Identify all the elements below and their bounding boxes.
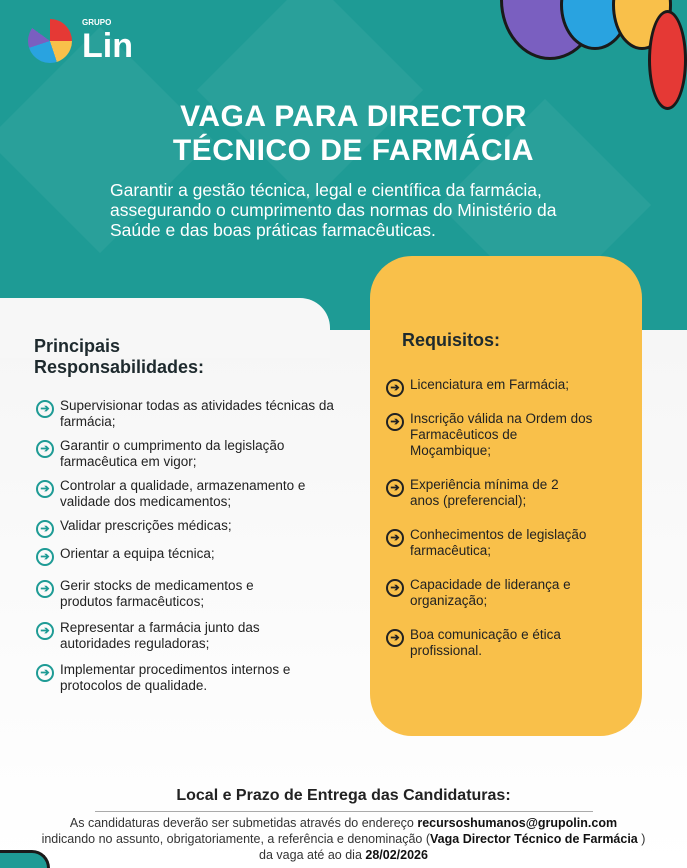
arrow-circle-icon: ➔ <box>36 664 54 682</box>
deadline-date: 28/02/2026 <box>365 848 428 862</box>
list-item <box>386 477 561 509</box>
divider <box>95 811 593 812</box>
footer-text: da vaga até ao dia <box>259 848 366 862</box>
logo-small-text: GRUPO <box>82 18 112 27</box>
email-link[interactable]: recursoshumanos@grupolin.com <box>417 816 618 830</box>
list-item <box>386 411 601 459</box>
item-text: Boa comunicação e ética profissional. <box>410 627 561 658</box>
decor-blob-red <box>648 10 687 110</box>
requirements-section <box>386 330 626 659</box>
grupo-lin-logo <box>28 18 133 64</box>
hero <box>0 100 687 240</box>
list-item <box>36 546 334 566</box>
arrow-circle-icon: ➔ <box>36 480 54 498</box>
logo-mark-icon <box>28 19 72 63</box>
item-text: Licenciatura em Farmácia; <box>410 377 570 392</box>
item-text: Validar prescrições médicas; <box>60 518 232 533</box>
responsibilities-heading: Principais Responsabilidades: <box>34 336 205 377</box>
footer-text: As candidaturas deverão ser submetidas através do endereço <box>69 816 418 830</box>
item-text: Experiência mínima de 2 anos (preferencial); <box>410 477 559 508</box>
arrow-circle-icon: ➔ <box>386 479 404 497</box>
requirements-heading: Requisitos: <box>402 330 501 350</box>
item-text: Inscrição válida na Ordem dos Farmacêuticos de Moçambique; <box>410 411 593 458</box>
arrow-circle-icon: ➔ <box>386 529 404 547</box>
list-item <box>386 527 626 559</box>
intro-text: Garantir a gestão técnica, legal e científica da farmácia, assegurando o cumprimento das normas do Ministério da Saúde e das boas práticas farmacêuticas. <box>110 180 557 240</box>
item-text: Controlar a qualidade, armazenamento e validade dos medicamentos; <box>60 478 306 509</box>
list-item <box>36 620 296 652</box>
item-text: Supervisionar todas as atividades técnicas da farmácia; <box>60 398 334 429</box>
arrow-circle-icon: ➔ <box>36 580 54 598</box>
title-line-2: TÉCNICO DE FARMÁCIA <box>172 134 535 167</box>
arrow-circle-icon: ➔ <box>36 520 54 538</box>
item-text: Representar a farmácia junto das autoridades reguladoras; <box>60 620 260 651</box>
list-item <box>36 518 334 538</box>
title-line-1: VAGA PARA DIRECTOR <box>180 100 527 133</box>
list-item <box>36 662 326 694</box>
application-instructions <box>6 815 681 863</box>
responsibilities-section <box>34 336 334 694</box>
item-text: Gerir stocks de medicamentos e produtos farmacêuticos; <box>60 578 254 609</box>
footer-text: ) <box>637 832 646 846</box>
arrow-circle-icon: ➔ <box>386 413 404 431</box>
requirements-list <box>386 377 626 659</box>
arrow-circle-icon: ➔ <box>36 440 54 458</box>
reference-text: Vaga Director Técnico de Farmácia <box>430 832 638 846</box>
item-text: Capacidade de liderança e organização; <box>410 577 571 608</box>
list-item <box>386 627 561 659</box>
arrow-circle-icon: ➔ <box>386 379 404 397</box>
footer-text: indicando no assunto, obrigatoriamente, a referência e denominação ( <box>41 832 431 846</box>
arrow-circle-icon: ➔ <box>36 400 54 418</box>
list-item <box>386 577 586 609</box>
logo-big-text: Lin <box>82 27 133 65</box>
list-item <box>36 478 326 510</box>
arrow-circle-icon: ➔ <box>36 548 54 566</box>
application-heading: Local e Prazo de Entrega das Candidaturas: <box>176 787 511 804</box>
item-text: Implementar procedimentos internos e protocolos de qualidade. <box>60 662 291 693</box>
item-text: Orientar a equipa técnica; <box>60 546 215 561</box>
arrow-circle-icon: ➔ <box>386 579 404 597</box>
responsibilities-list <box>36 398 334 694</box>
list-item <box>36 438 334 470</box>
arrow-circle-icon: ➔ <box>386 629 404 647</box>
application-section <box>0 786 687 863</box>
list-item <box>36 578 286 610</box>
list-item <box>386 377 626 397</box>
list-item <box>36 398 334 430</box>
item-text: Conhecimentos de legislação farmacêutica; <box>410 527 587 558</box>
item-text: Garantir o cumprimento da legislação farmacêutica em vigor; <box>60 438 285 469</box>
page-title <box>0 100 687 168</box>
arrow-circle-icon: ➔ <box>36 622 54 640</box>
